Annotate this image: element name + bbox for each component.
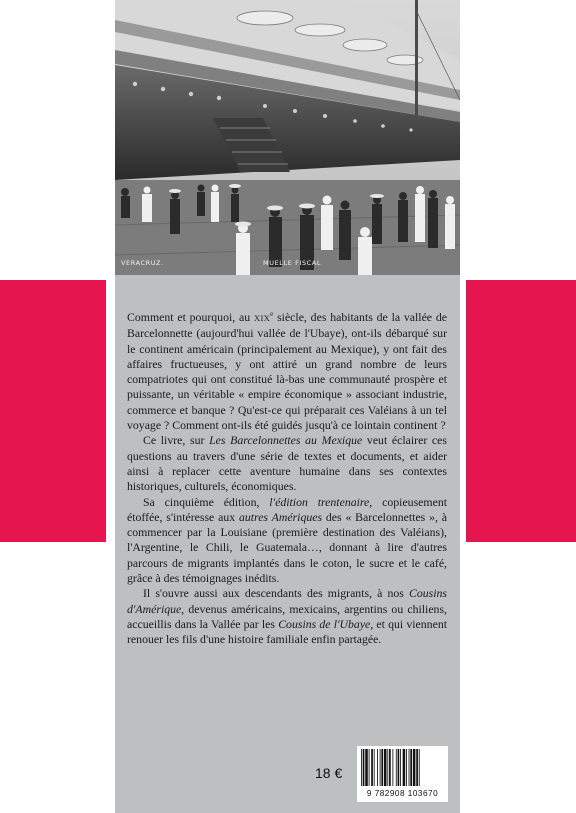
ship-dock-illustration — [115, 0, 460, 275]
barcode-bar — [377, 749, 378, 786]
barcode-bar — [410, 749, 412, 786]
barcode-bar — [398, 749, 400, 786]
barcode-bar — [419, 749, 420, 786]
right-accent-band — [466, 280, 576, 542]
photo-caption-right: MUELLE FISCAL — [263, 259, 322, 267]
barcode-bar — [396, 749, 397, 786]
blurb-paragraph-4: Il s'ouvre aussi aux descendants des migrants, à nos Cousins d'Amérique, devenus américains, mexicains, argentins ou chiliens, accueillis dans la Vallée par les Cousins de l'Ubaye, et qui viennent renouer les fils d'une histoire familiale enfin partagée. — [127, 586, 447, 647]
blurb-text — [127, 310, 447, 648]
left-accent-band — [0, 280, 106, 542]
blurb-paragraph-2: Ce livre, sur Les Barcelonnettes au Mexique veut éclairer ces questions au travers d'une série de textes et documents, et aider ainsi à replacer cette aventure humaine dans ses contextes historiques, culturels, économiques. — [127, 433, 447, 494]
isbn-number: 9 782908 103670 — [366, 789, 439, 798]
photo-caption-left: VERACRUZ. — [121, 259, 164, 267]
barcode-bar — [361, 749, 362, 786]
barcode-bar — [365, 749, 368, 786]
barcode-bar — [400, 749, 401, 786]
barcode-bar — [413, 749, 416, 786]
back-cover-panel — [115, 0, 460, 813]
barcode-bar — [416, 749, 418, 786]
barcode-bars — [357, 746, 448, 788]
barcode-bar — [387, 749, 388, 786]
historical-photo — [115, 0, 460, 275]
barcode-bar — [369, 749, 370, 786]
barcode-bar — [389, 749, 391, 786]
barcode-bar — [384, 749, 387, 786]
price-label: 18 € — [315, 765, 343, 781]
barcode-bar — [392, 749, 393, 786]
barcode-bar — [406, 749, 407, 786]
barcode-bar — [380, 749, 381, 786]
blurb-paragraph-1: Comment et pourquoi, au XIXe siècle, des habitants de la vallée de Barcelonnette (aujourd'hui vallée de l'Ubaye), ont-ils débarqué sur le continent américain (principalement au Mexique), y ont fait des affaires fructueuses, y ont attiré un grand nombre de leurs compatriotes qui ont constitué là-bas une communauté prospère et puissante, un véritable « empire économique » associant industrie, commerce et banque ? Qu'est-ce qui préparait ces Valéians à un tel voyage ? Comment ont-ils été guidés jusqu'à ce lointain continent ? — [127, 310, 447, 433]
barcode-bar — [381, 749, 383, 786]
barcode — [357, 746, 448, 802]
barcode-bar — [371, 749, 373, 786]
barcode-bar — [403, 749, 406, 786]
barcode-bar — [363, 749, 365, 786]
barcode-bar — [409, 749, 410, 786]
blurb-paragraph-3: Sa cinquième édition, l'édition trentenaire, copieusement étoffée, s'intéresse aux autres Amériques des « Barcelonnettes », à commencer par la Louisiane (première destination des Valéians), l'Argentine, le Chili, le Guatemala…, donnant à lire d'autres parcours de migrants implantés dans le coton, le sucre et le café, grâce à des témoignages inédits. — [127, 494, 447, 586]
barcode-bar — [374, 749, 375, 786]
